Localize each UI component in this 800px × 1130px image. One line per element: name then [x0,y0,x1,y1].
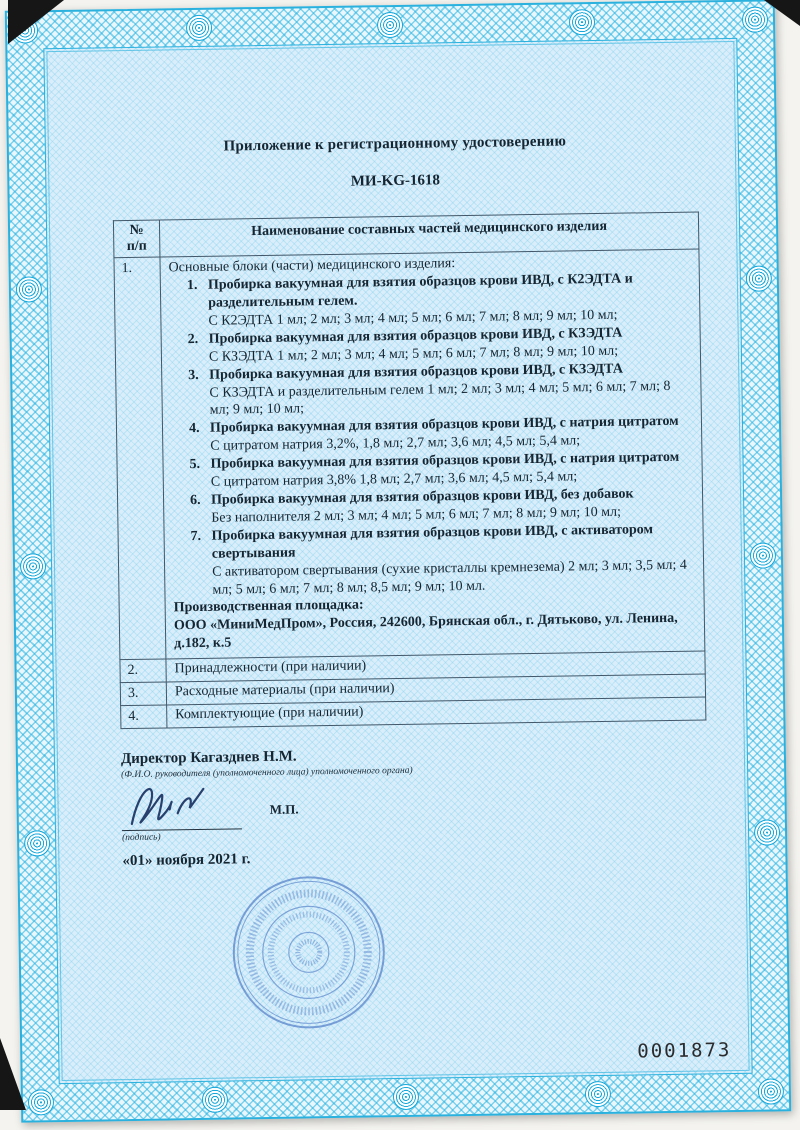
component-item [188,359,693,420]
border-rosette [393,1084,419,1110]
components-table [113,211,706,728]
item-detail: Без наполнителя 2 мл; 3 мл; 4 мл; 5 мл; 6 мл; 7 мл; 8 мл; 9 мл; 10 мл; [211,504,622,526]
item-body [211,520,695,599]
item-title: Пробирка вакуумная для взятия образцов крови ИВД, с КЗЭДТА [209,361,623,383]
item-number: 6. [189,492,201,509]
border-rosette [20,553,46,579]
row-text-cell: Комплектующие (при наличии) [167,697,706,728]
column-header-num-top: № [129,222,144,238]
border-rosette [185,15,211,41]
item-detail: С КЗЭДТА 1 мл; 2 мл; 3 мл; 4 мл; 5 мл; 6 мл; 7 мл; 8 мл; 9 мл; 10 мл; [208,343,619,365]
border-rosette [742,6,768,32]
column-header-num-bottom: п/п [126,238,147,255]
component-item [187,270,692,331]
components-intro: Основные блоки (части) медицинского изделия: [168,256,456,276]
official-stamp [229,872,389,1032]
document-date: «01» ноября 2021 г. [122,851,251,869]
item-detail: С К2ЭДТА 1 мл; 2 мл; 3 мл; 4 мл; 5 мл; 6 мл; 7 мл; 8 мл; 9 мл; 10 мл; [208,307,618,329]
item-detail: С активатором свертывания (сухие кристаллы кремнезема) 2 мл; 3 мл; 3,5 мл; 4 мл; 5 мл; 6 мл; 7 мл; 8 мл; 8,5 мл; 9 мл; 10 мл. [212,557,687,598]
row-number-cell: 4. [121,705,167,729]
document-title: Приложение к регистрационному удостоверению [223,133,567,155]
border-rosette [24,830,50,856]
column-header-num [113,220,160,258]
border-rosette [746,265,772,291]
item-detail: С цитратом натрия 3,2%, 1,8 мл; 2,7 мл; 3,6 мл; 4,5 мл; 5,4 мл; [210,433,581,455]
certificate-page [5,0,791,1123]
item-number: 1. [186,278,198,294]
stamp-place-label: М.П. [269,801,299,817]
border-rosette [16,276,42,302]
item-number: 7. [190,528,202,544]
component-item [190,520,695,599]
item-number: 5. [189,457,201,473]
item-title: Пробирка вакуумная для взятия образцов крови ИВД, с активатором свертывания [211,521,654,562]
row-number-cell: 2. [120,659,166,683]
row-number-cell: 1. [114,257,166,660]
item-title: Пробирка вакуумная для взятия образцов крови ИВД, с КЗЭДТА [208,325,623,347]
row-number-cell: 3. [120,682,166,706]
border-rosette [377,12,403,38]
item-title: Пробирка вакуумная для взятия образцов крови ИВД, с К2ЭДТА и разделительным гелем. [207,271,633,311]
director-name: Директор Кагазднев Н.М. [120,748,297,767]
item-number: 4. [188,421,200,437]
table-row-main [114,249,705,660]
border-rosette [568,9,594,35]
item-title: Пробирка вакуумная для взятия образцов крови ИВД, без добавок [210,486,634,508]
signature-block [121,745,543,870]
item-body [209,359,693,420]
border-rosette [750,542,776,568]
border-rosette [754,819,780,845]
item-number: 3. [188,367,199,383]
item-body [208,270,692,331]
border-rosette [28,1089,54,1115]
page-content [43,38,752,1084]
border-rosette [758,1078,784,1104]
border-rosette [584,1081,610,1107]
row-text-cell: Принадлежности (при наличии) [166,651,705,682]
production-site-label: Производственная площадка: [173,597,364,616]
item-number: 2. [187,331,199,347]
components-cell [160,249,705,659]
signature-area [121,774,542,830]
production-site-info: ООО «МиниМедПром», Россия, 242600, Брянская обл., г. Дятьково, ул. Ленина, д.182, к.5 [173,611,678,652]
item-detail: С цитратом натрия 3,8% 1,8 мл; 2,7 мл; 3,6 мл; 4,5 мл; 5,4 мл; [210,469,578,490]
handwritten-signature [123,776,242,834]
director-caption: (Ф.И.О. руководителя (уполномоченного лица) уполномоченного органа) [121,765,413,780]
column-header-name: Наименование составных частей медицинского изделия [159,212,698,257]
signature-caption: (подпись) [122,832,161,843]
row-text-cell: Расходные материалы (при наличии) [166,674,705,705]
border-rosette [201,1087,227,1113]
item-detail: С КЗЭДТА и разделительным гелем 1 мл; 2 мл; 3 мл; 4 мл; 5 мл; 6 мл; 7 мл; 8 мл; 9 мл; 10 мл; [209,378,671,419]
serial-number: 0001873 [637,1039,732,1063]
item-title: Пробирка вакуумная для взятия образцов крови ИВД, с натрия цитратом [209,414,679,437]
certificate-number: МИ-KG-1618 [350,172,441,190]
item-title: Пробирка вакуумная для взятия образцов крови ИВД, с натрия цитратом [210,449,680,472]
